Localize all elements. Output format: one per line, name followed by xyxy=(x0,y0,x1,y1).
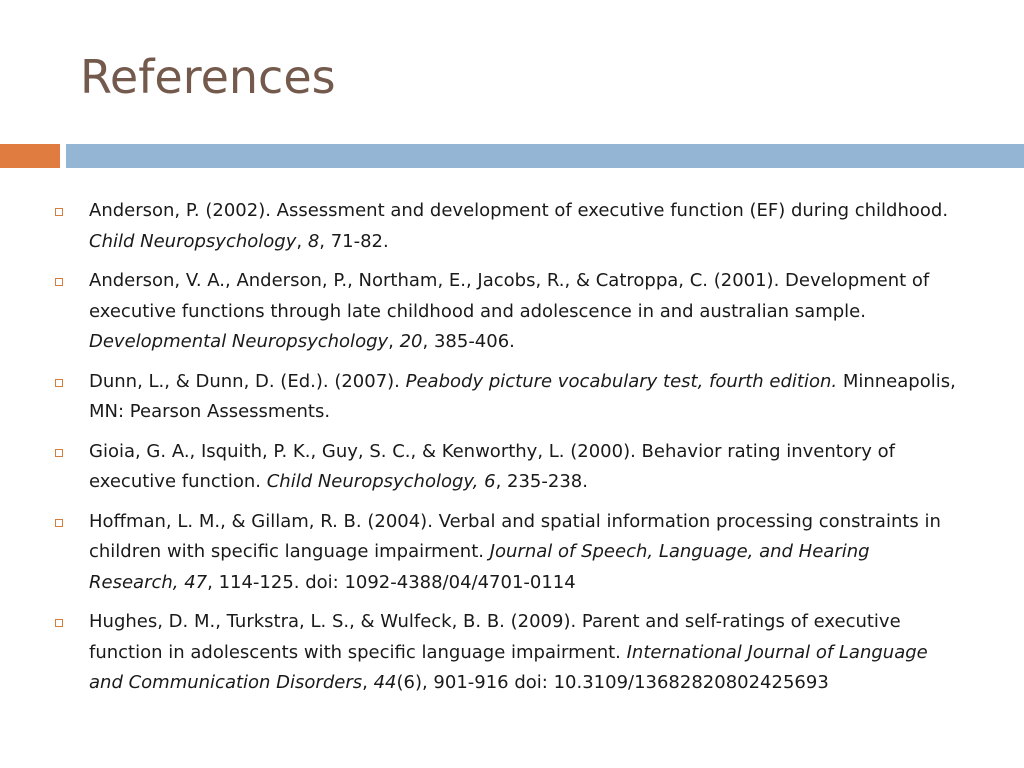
reference-pages: , 385-406. xyxy=(422,331,515,352)
hollow-square-bullet-icon xyxy=(55,379,63,387)
reference-item xyxy=(55,367,960,428)
reference-volume: 8 xyxy=(307,230,320,252)
reference-item xyxy=(55,437,960,498)
reference-volume: 44 xyxy=(373,672,397,693)
reference-item xyxy=(55,607,960,699)
reference-pages: , 235-238. xyxy=(495,471,588,492)
reference-journal: Child Neuropsychology xyxy=(89,230,297,252)
reference-separator: , xyxy=(362,672,374,693)
reference-item xyxy=(55,266,960,358)
hollow-square-bullet-icon xyxy=(55,449,63,457)
hollow-square-bullet-icon xyxy=(55,278,63,286)
reference-pages: Minneapolis, MN: Pearson Assessments. xyxy=(89,370,956,422)
reference-item xyxy=(55,507,960,599)
reference-journal: Peabody picture vocabulary test, fourth edition. xyxy=(405,370,838,392)
reference-journal: Journal of Speech, Language, and Hearing Research, 47 xyxy=(89,541,870,593)
reference-pages: , 71-82. xyxy=(319,230,389,252)
reference-text: Dunn, L., & Dunn, D. (Ed.). (2007). xyxy=(89,370,406,392)
reference-journal: Developmental Neuropsychology xyxy=(89,331,389,352)
reference-journal: International Journal of Language and Communication Disorders xyxy=(89,641,928,693)
reference-item xyxy=(55,196,960,257)
reference-text: Anderson, V. A., Anderson, P., Northam, E., Jacobs, R., & Catroppa, C. (2001). Development of executive functions through late childhood and adolescence in and australian sample. xyxy=(89,270,930,322)
accent-bar-blue xyxy=(66,144,1024,168)
hollow-square-bullet-icon xyxy=(55,519,63,527)
hollow-square-bullet-icon xyxy=(55,208,63,216)
reference-pages: , 114-125. doi: 1092-4388/04/4701-0114 xyxy=(207,571,576,593)
reference-pages: (6), 901-916 doi: 10.3109/13682820802425693 xyxy=(396,672,829,693)
slide-title: References xyxy=(80,50,336,104)
reference-text: Hughes, D. M., Turkstra, L. S., & Wulfeck, B. B. (2009). Parent and self-ratings of executive function in adolescents with specific language impairment. xyxy=(89,611,901,663)
accent-bar-orange xyxy=(0,144,60,168)
reference-volume: 20 xyxy=(399,331,423,352)
hollow-square-bullet-icon xyxy=(55,619,63,627)
reference-separator: , xyxy=(388,331,400,352)
reference-separator: , xyxy=(296,230,308,252)
reference-journal: Child Neuropsychology, 6 xyxy=(266,471,496,492)
reference-text: Hoffman, L. M., & Gillam, R. B. (2004). Verbal and spatial information processing constraints in children with specific language impairment. xyxy=(89,510,941,562)
reference-text: Anderson, P. (2002). Assessment and development of executive function (EF) during childhood. xyxy=(89,200,949,221)
reference-list xyxy=(55,196,960,708)
reference-text: Gioia, G. A., Isquith, P. K., Guy, S. C., & Kenworthy, L. (2000). Behavior rating inventory of executive function. xyxy=(89,440,895,492)
